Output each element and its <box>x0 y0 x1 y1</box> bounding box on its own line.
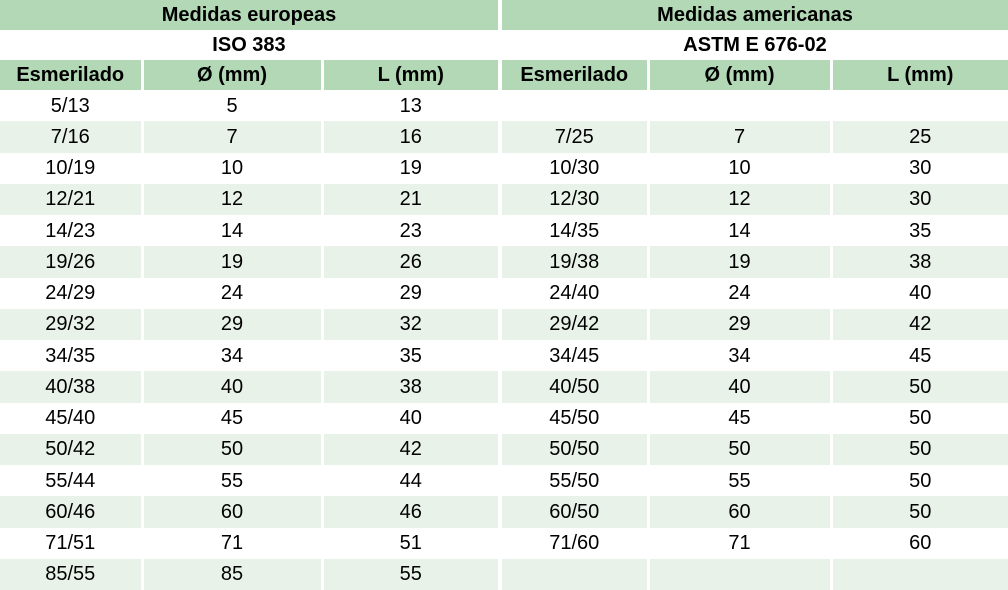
eu-esmerilado-cell: 7/16 <box>0 121 142 152</box>
table-row <box>0 90 1008 121</box>
us-esmerilado-cell: 10/30 <box>549 157 600 180</box>
table-row <box>0 278 1008 309</box>
us-length-cell: 50 <box>831 465 1008 496</box>
eu-esmerilado-cell: 50/42 <box>0 434 142 465</box>
eu-esmerilado-cell: 40/38 <box>0 371 142 402</box>
us-diameter-cell: 7 <box>648 121 831 152</box>
us-length-cell: 45 <box>831 340 1008 371</box>
eu-diameter-cell: 14 <box>142 215 322 246</box>
eu-diameter-cell: 12 <box>142 184 322 215</box>
eu-diameter-cell: 50 <box>142 434 322 465</box>
us-diameter-cell: 12 <box>648 184 831 215</box>
us-esmerilado-cell: 45/50 <box>549 407 600 430</box>
us-esmerilado-cell: 29/42 <box>502 309 648 340</box>
eu-esmerilado-cell: 29/32 <box>0 309 142 340</box>
us-diameter-cell: 45 <box>648 403 831 434</box>
eu-esmerilado-cell: 45/40 <box>45 407 96 430</box>
eu-length-cell: 44 <box>322 465 498 496</box>
us-diameter-cell: 55 <box>648 465 831 496</box>
us-esmerilado-cell: 55/50 <box>549 469 600 492</box>
us-esmerilado-cell: 24/40 <box>549 282 600 305</box>
us-esmerilado-cell: 50/50 <box>502 434 648 465</box>
eu-esmerilado-cell: 55/44 <box>45 469 96 492</box>
us-length-column-header: L (mm) <box>831 60 1008 90</box>
us-diameter-cell <box>648 559 831 590</box>
table-row <box>0 215 1008 246</box>
table-row <box>0 309 1008 340</box>
eu-diameter-cell: 55 <box>142 465 322 496</box>
us-length-cell: 30 <box>831 184 1008 215</box>
us-diameter-cell: 14 <box>648 215 831 246</box>
us-esmerilado-cell: 19/38 <box>502 246 648 277</box>
eu-length-cell: 13 <box>322 90 498 121</box>
table-row <box>0 403 1008 434</box>
eu-diameter-cell: 19 <box>142 246 322 277</box>
eu-length-cell: 32 <box>322 309 498 340</box>
us-esmerilado-cell <box>502 559 648 590</box>
eu-diameter-cell: 45 <box>142 403 322 434</box>
eu-length-cell: 19 <box>322 153 498 184</box>
us-esmerilado-cell: 34/45 <box>549 344 600 367</box>
eu-esmerilado-cell: 5/13 <box>50 94 90 117</box>
eu-esmerilado-cell: 10/19 <box>45 157 96 180</box>
us-esmerilado-cell: 60/50 <box>502 496 648 527</box>
us-length-cell: 25 <box>831 121 1008 152</box>
eu-diameter-cell: 7 <box>142 121 322 152</box>
table-row <box>0 340 1008 371</box>
us-esmerilado-cell: 40/50 <box>502 371 648 402</box>
table-row <box>0 246 1008 277</box>
eu-esmerilado-cell: 71/51 <box>45 532 96 555</box>
table-row <box>0 559 1008 590</box>
eu-length-cell: 46 <box>322 496 498 527</box>
eu-esmerilado-column-header: Esmerilado <box>0 60 142 90</box>
eu-diameter-cell: 5 <box>142 90 322 121</box>
eu-length-cell: 55 <box>322 559 498 590</box>
eu-diameter-cell: 71 <box>142 528 322 559</box>
us-length-cell: 60 <box>831 528 1008 559</box>
us-length-cell: 50 <box>831 403 1008 434</box>
us-diameter-cell: 10 <box>648 153 831 184</box>
astm-standard-label: ASTM E 676-02 <box>502 30 1008 60</box>
table-row <box>0 153 1008 184</box>
us-esmerilado-column-header: Esmerilado <box>502 60 648 90</box>
eu-length-cell: 51 <box>322 528 498 559</box>
us-diameter-cell <box>648 90 831 121</box>
us-diameter-cell: 29 <box>648 309 831 340</box>
european-measures-title: Medidas europeas <box>0 0 498 30</box>
eu-length-cell: 21 <box>322 184 498 215</box>
us-diameter-column-header: Ø (mm) <box>648 60 831 90</box>
column-header-row <box>0 60 1008 90</box>
eu-esmerilado-cell: 14/23 <box>45 219 96 242</box>
eu-length-cell: 35 <box>322 340 498 371</box>
us-diameter-cell: 71 <box>648 528 831 559</box>
iso-standard-label: ISO 383 <box>0 30 498 60</box>
eu-esmerilado-cell: 60/46 <box>0 496 142 527</box>
table-header <box>0 0 1008 90</box>
eu-esmerilado-cell: 12/21 <box>0 184 142 215</box>
eu-esmerilado-cell: 85/55 <box>0 559 142 590</box>
eu-length-cell: 26 <box>322 246 498 277</box>
eu-diameter-cell: 24 <box>142 278 322 309</box>
us-diameter-cell: 50 <box>648 434 831 465</box>
us-diameter-cell: 60 <box>648 496 831 527</box>
us-length-cell <box>831 90 1008 121</box>
us-esmerilado-cell <box>502 90 648 121</box>
us-diameter-cell: 19 <box>648 246 831 277</box>
eu-diameter-cell: 60 <box>142 496 322 527</box>
table-row <box>0 528 1008 559</box>
eu-diameter-column-header: Ø (mm) <box>142 60 322 90</box>
us-length-cell: 40 <box>831 278 1008 309</box>
us-esmerilado-cell: 7/25 <box>502 121 648 152</box>
us-esmerilado-cell: 71/60 <box>549 532 600 555</box>
us-length-cell <box>831 559 1008 590</box>
table-row <box>0 434 1008 465</box>
eu-length-cell: 29 <box>322 278 498 309</box>
table-row <box>0 496 1008 527</box>
eu-length-cell: 23 <box>322 215 498 246</box>
eu-length-column-header: L (mm) <box>322 60 498 90</box>
eu-length-cell: 42 <box>322 434 498 465</box>
us-esmerilado-cell: 12/30 <box>502 184 648 215</box>
us-length-cell: 42 <box>831 309 1008 340</box>
us-length-cell: 50 <box>831 434 1008 465</box>
american-measures-title: Medidas americanas <box>502 0 1008 30</box>
table-row <box>0 121 1008 152</box>
eu-diameter-cell: 34 <box>142 340 322 371</box>
us-length-cell: 38 <box>831 246 1008 277</box>
eu-diameter-cell: 85 <box>142 559 322 590</box>
eu-diameter-cell: 10 <box>142 153 322 184</box>
us-length-cell: 35 <box>831 215 1008 246</box>
eu-length-cell: 40 <box>322 403 498 434</box>
standard-row <box>0 30 1008 60</box>
us-length-cell: 50 <box>831 496 1008 527</box>
eu-esmerilado-cell: 34/35 <box>45 344 96 367</box>
eu-esmerilado-cell: 19/26 <box>0 246 142 277</box>
us-diameter-cell: 24 <box>648 278 831 309</box>
us-diameter-cell: 34 <box>648 340 831 371</box>
table-row <box>0 465 1008 496</box>
eu-diameter-cell: 29 <box>142 309 322 340</box>
us-diameter-cell: 40 <box>648 371 831 402</box>
group-title-row <box>0 0 1008 30</box>
table-row <box>0 371 1008 402</box>
us-length-cell: 30 <box>831 153 1008 184</box>
table-row <box>0 184 1008 215</box>
us-esmerilado-cell: 14/35 <box>549 219 600 242</box>
us-length-cell: 50 <box>831 371 1008 402</box>
eu-diameter-cell: 40 <box>142 371 322 402</box>
eu-length-cell: 38 <box>322 371 498 402</box>
eu-esmerilado-cell: 24/29 <box>45 282 96 305</box>
eu-length-cell: 16 <box>322 121 498 152</box>
table-body <box>0 90 1008 590</box>
